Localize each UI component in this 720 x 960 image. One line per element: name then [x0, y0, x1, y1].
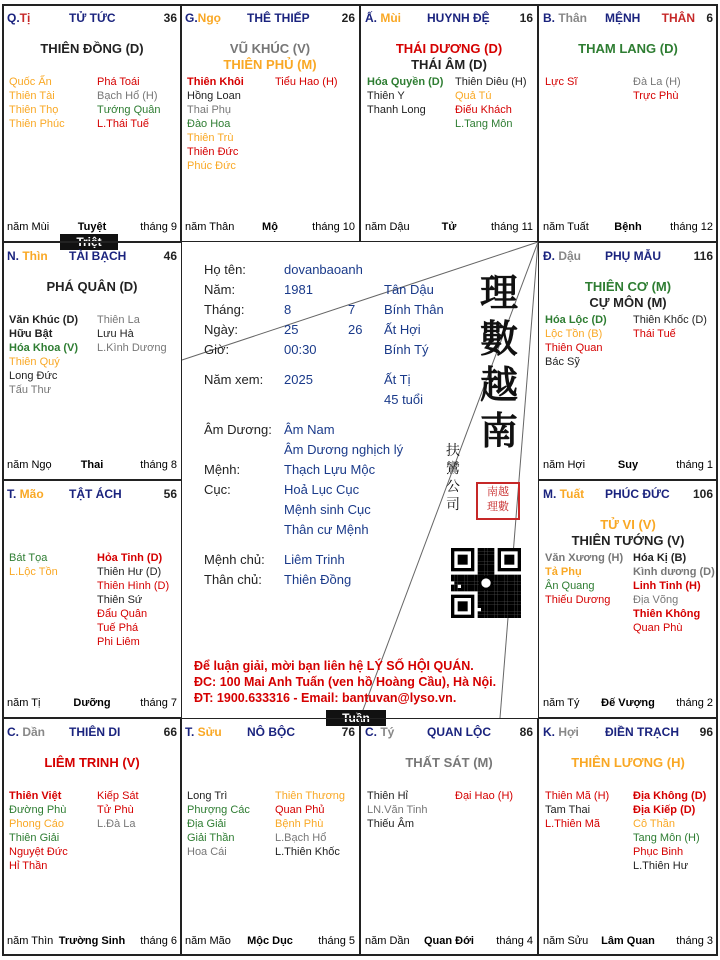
life-stage: Quan Đới: [424, 935, 474, 947]
palace-number: 56: [163, 487, 177, 501]
life-stage: Dưỡng: [73, 697, 111, 709]
name-label: Họ tên:: [204, 262, 246, 277]
palace-name: PHỤ MẪU: [605, 249, 661, 263]
name-value: dovanbaoanh: [284, 262, 363, 277]
main-star: THIÊN LƯƠNG (H): [571, 755, 685, 770]
star-item: Long Đức: [9, 370, 58, 382]
star-item: Nguyệt Đức: [9, 846, 68, 858]
amduong-value: Âm Nam: [284, 422, 335, 437]
left-stars: [9, 313, 78, 397]
palace-tyy[interactable]: [360, 718, 538, 956]
life-stage: Mộ: [262, 221, 278, 233]
palace-name: NÔ BỘC: [247, 725, 295, 739]
palace-branch: M. Tuất: [543, 487, 585, 501]
footer-year: năm Mùi: [7, 221, 50, 233]
star-item: L.Đà La: [97, 818, 136, 830]
main-star: CỰ MÔN (M): [589, 295, 667, 310]
amduong-note: Âm Dương nghịch lý: [284, 442, 404, 457]
main-star: VŨ KHÚC (V): [229, 41, 311, 56]
palace-ngo[interactable]: [180, 4, 360, 242]
palace-number: 16: [519, 11, 533, 25]
footer-month: tháng 7: [140, 697, 177, 709]
right-stars: [455, 75, 527, 131]
cuc-note-2: Thân cư Mệnh: [284, 522, 369, 537]
star-item: Hóa Lộc (D): [545, 314, 607, 326]
star-item: L.Kình Dương: [97, 342, 167, 354]
star-item: Thái Tuế: [633, 328, 676, 340]
star-item: Kình dương (D): [633, 566, 715, 578]
palace-branch: N. Thìn: [7, 249, 48, 263]
footer-year: năm Hợi: [543, 459, 586, 471]
right-stars: [97, 313, 167, 355]
right-stars: [633, 789, 706, 873]
main-star: LIÊM TRINH (V): [44, 755, 140, 770]
right-stars: [97, 551, 169, 649]
star-item: Long Trì: [187, 790, 228, 802]
left-stars: [367, 789, 428, 831]
palace-footer: [185, 221, 355, 235]
star-item: Văn Xương (H): [545, 552, 624, 564]
star-item: Thiếu Âm: [367, 818, 415, 830]
footer-month: tháng 12: [670, 221, 713, 233]
menh-value: Thạch Lựu Mộc: [284, 462, 376, 477]
palace-name: TỬ TỨC: [69, 11, 116, 25]
palace-name: TẬT ÁCH: [69, 487, 122, 501]
menh-label: Mệnh:: [204, 462, 241, 477]
palace-name: PHÚC ĐỨC: [605, 487, 670, 501]
palace-number: 26: [341, 11, 355, 25]
right-stars: [97, 789, 139, 831]
footer-year: năm Tý: [543, 697, 580, 709]
star-item: Lộc Tồn (B): [545, 328, 603, 340]
palace-name: ĐIỀN TRẠCH: [605, 725, 679, 739]
view-year-value: 2025: [284, 372, 313, 387]
star-item: Thiên Giải: [9, 832, 60, 844]
star-item: Phúc Đức: [187, 160, 236, 172]
palace-branch: T. Mão: [7, 487, 44, 501]
footer-year: năm Tuất: [543, 221, 589, 233]
star-item: Cô Thần: [633, 818, 675, 830]
star-item: Thai Phụ: [187, 104, 232, 116]
star-item: Địa Không (D): [633, 790, 707, 802]
palace-name: THIÊN DI: [69, 725, 121, 739]
triet-tag: Triệt: [60, 234, 118, 250]
star-item: Thiên Thọ: [9, 104, 59, 116]
star-item: Lưu Hà: [97, 328, 134, 340]
star-item: Thiên Việt: [9, 790, 62, 802]
year-value: 1981: [284, 282, 313, 297]
star-item: Kiếp Sát: [97, 790, 139, 802]
day-canchi: Ất Hợi: [384, 322, 421, 337]
right-stars: [455, 789, 513, 803]
star-item: L.Thiên Mã: [545, 818, 601, 830]
palace-branch: Q.Tị: [7, 11, 31, 25]
hour-label: Giờ:: [204, 342, 230, 357]
star-item: Phượng Các: [187, 804, 250, 816]
star-item: Phi Liêm: [97, 636, 140, 648]
star-item: Phong Cáo: [9, 818, 65, 830]
hour-canchi: Bính Tý: [384, 342, 429, 357]
star-item: L.Thiên Khốc: [275, 846, 340, 858]
star-item: Quả Tú: [455, 90, 492, 102]
month-canchi: Bính Thân: [384, 302, 444, 317]
life-stage: Mộc Dục: [247, 935, 293, 947]
left-stars: [545, 75, 577, 89]
left-stars: [187, 75, 244, 173]
footer-month: tháng 8: [140, 459, 177, 471]
day-label: Ngày:: [204, 322, 238, 337]
palace-footer: [7, 459, 177, 473]
palace-dau[interactable]: [538, 242, 718, 480]
palace-branch: Ấ. Mùi: [365, 11, 401, 25]
palace-branch: K. Hợi: [543, 725, 579, 739]
palace-thin[interactable]: [2, 242, 182, 480]
star-item: L.Thái Tuế: [97, 118, 149, 130]
star-item: Thiên Thương: [275, 790, 346, 802]
qr-code[interactable]: [451, 548, 521, 618]
main-star: THIÊN TƯỚNG (V): [571, 533, 685, 548]
star-item: L.Lộc Tồn: [9, 566, 58, 578]
life-stage: Suy: [617, 459, 639, 471]
life-stage: Trường Sinh: [58, 935, 126, 947]
footer-year: năm Thân: [185, 221, 235, 233]
palace-footer: [7, 697, 177, 711]
contact-line-3[interactable]: ĐT: 1900.633316 - Email: bantuvan@lyso.vn.: [194, 691, 457, 705]
star-item: Thiên Quan: [545, 342, 603, 354]
palace-footer: [185, 935, 355, 949]
star-item: Bạch Hổ (H): [97, 90, 158, 102]
star-item: Đà La (H): [633, 76, 681, 88]
life-stage: Tuyệt: [77, 221, 107, 233]
star-item: Thiên Khôi: [187, 76, 244, 88]
palace-mao[interactable]: [2, 480, 182, 718]
footer-month: tháng 6: [140, 935, 177, 947]
contact-line-1: Để luận giải, mời bạn liên hệ LÝ SỐ HỘI QUÁN.: [194, 659, 474, 673]
star-item: Thiên Mã (H): [545, 790, 610, 802]
palace-footer: [7, 935, 177, 949]
footer-month: tháng 11: [490, 221, 533, 233]
palace-branch: C. Dần: [7, 725, 46, 739]
right-stars: [633, 551, 715, 635]
footer-year: năm Dậu: [365, 221, 410, 233]
footer-year: năm Sửu: [543, 935, 589, 947]
main-star: TỬ VI (V): [600, 517, 656, 532]
month-lunar: 7: [348, 302, 356, 317]
footer-month: tháng 5: [318, 935, 355, 947]
left-stars: [545, 551, 623, 607]
star-item: Đại Hao (H): [455, 790, 514, 802]
star-item: Hồng Loan: [187, 90, 241, 102]
footer-year: năm Thìn: [7, 935, 54, 947]
palace-name: TÀI BẠCH: [69, 249, 127, 263]
star-item: Quan Phủ: [275, 804, 325, 816]
palace-footer: [543, 935, 713, 949]
main-star: THIÊN CƠ (M): [584, 279, 672, 294]
main-star: PHÁ QUÂN (D): [46, 279, 138, 294]
left-stars: [367, 75, 443, 117]
star-item: Thiên Diêu (H): [455, 76, 527, 88]
main-star: THAM LANG (D): [578, 41, 678, 56]
star-item: L.Bạch Hổ: [275, 832, 327, 844]
star-item: Đẩu Quân: [97, 608, 148, 620]
star-item: Ân Quang: [545, 580, 595, 592]
palace-mui[interactable]: [360, 4, 538, 242]
than-mark: THÂN: [661, 11, 695, 25]
life-stage: Đế Vượng: [601, 697, 655, 709]
star-item: Quan Phù: [633, 622, 683, 634]
life-stage: Bệnh: [614, 221, 642, 233]
palace-branch: B. Thân: [543, 11, 587, 25]
star-item: L.Thiên Hư: [633, 860, 689, 872]
cuc-value: Hoả Lục Cục: [284, 482, 360, 497]
footer-month: tháng 10: [312, 221, 355, 233]
palace-branch: Đ. Dậu: [543, 249, 582, 263]
star-item: Bác Sỹ: [545, 356, 580, 368]
palace-than[interactable]: [538, 4, 718, 242]
palace-footer: [543, 459, 713, 473]
footer-month: tháng 3: [676, 935, 713, 947]
palace-ty[interactable]: [2, 4, 182, 242]
calligraphy-logo: 理 數 越 南: [479, 270, 518, 453]
star-item: Thiên Sứ: [97, 594, 143, 606]
star-item: Trực Phù: [633, 90, 679, 102]
star-item: L.Tang Môn: [455, 118, 513, 130]
palace-name: MỆNH: [605, 11, 641, 25]
star-item: Thiên Đức: [187, 146, 239, 158]
month-value: 8: [284, 302, 292, 317]
cuc-label: Cục:: [204, 482, 231, 497]
star-item: LN.Văn Tinh: [367, 804, 428, 816]
star-item: Điếu Khách: [455, 104, 512, 116]
star-item: Tấu Thư: [9, 384, 52, 396]
life-stage: Thai: [80, 459, 104, 471]
star-item: Thiên Y: [367, 90, 405, 102]
life-stage: Tử: [441, 221, 457, 233]
palace-suu[interactable]: [180, 718, 360, 956]
right-stars: [275, 789, 345, 859]
star-item: Tam Thai: [545, 804, 591, 816]
star-item: Quốc Ấn: [9, 76, 52, 88]
star-item: Tuế Phá: [97, 622, 139, 634]
star-item: Phá Toái: [97, 76, 140, 88]
calligraphy-side-text: 扶 鸞 公 司: [446, 443, 460, 513]
palace-branch: C. Tý: [365, 725, 395, 739]
star-item: Thiếu Dương: [545, 594, 611, 606]
star-item: Hữu Bật: [9, 328, 53, 340]
footer-month: tháng 2: [676, 697, 713, 709]
palace-hoi[interactable]: [538, 718, 718, 956]
right-stars: [633, 75, 681, 103]
star-item: Thiên Tài: [9, 90, 55, 102]
palace-number: 86: [519, 725, 533, 739]
palace-dan[interactable]: [2, 718, 182, 956]
star-item: Thiên Hư (D): [97, 566, 162, 578]
life-stage: Lâm Quan: [601, 935, 655, 947]
main-star: THIÊN PHỦ (M): [223, 57, 317, 72]
hour-value: 00:30: [284, 342, 317, 357]
star-item: Thiên Không: [633, 608, 701, 620]
star-item: Địa Giải: [187, 818, 227, 830]
palace-footer: [543, 221, 713, 235]
star-item: Địa Kiếp (D): [633, 804, 696, 816]
view-year-canchi: Ất Tị: [384, 372, 411, 387]
right-stars: [633, 313, 707, 341]
view-year-label: Năm xem:: [204, 372, 264, 387]
star-item: Tiểu Hao (H): [275, 76, 338, 88]
left-stars: [9, 551, 58, 579]
palace-number: 66: [163, 725, 177, 739]
star-item: Tả Phụ: [545, 566, 582, 578]
star-item: Đào Hoa: [187, 118, 231, 130]
star-item: Hóa Kị (B): [633, 552, 687, 564]
star-item: Hỏa Tinh (D): [97, 552, 163, 564]
year-canchi: Tân Dậu: [384, 282, 434, 297]
palace-footer: [543, 697, 713, 711]
day-lunar: 26: [348, 322, 363, 337]
star-item: Linh Tinh (H): [633, 580, 701, 592]
star-item: Bát Tọa: [9, 552, 48, 564]
main-star: THÁI DƯƠNG (D): [395, 41, 503, 56]
palace-name: THÊ THIẾP: [247, 11, 310, 25]
left-stars: [187, 789, 250, 859]
star-item: Đường Phù: [9, 804, 67, 816]
palace-name: QUAN LỘC: [427, 725, 491, 739]
year-label: Năm:: [204, 282, 236, 297]
star-item: Văn Khúc (D): [9, 314, 79, 326]
star-item: Lực Sĩ: [545, 76, 578, 88]
thanchu-value: Thiên Đồng: [284, 572, 352, 587]
cuc-note-1: Mệnh sinh Cục: [284, 502, 371, 517]
footer-month: tháng 4: [496, 935, 533, 947]
footer-month: tháng 9: [140, 221, 177, 233]
footer-year: năm Tị: [7, 697, 41, 709]
menhchu-label: Mệnh chủ:: [204, 552, 265, 567]
footer-year: năm Mão: [185, 935, 231, 947]
right-stars: [97, 75, 161, 131]
palace-number: 76: [341, 725, 355, 739]
star-item: Thiên Khốc (D): [633, 314, 707, 326]
main-star: THÁI ÂM (D): [411, 57, 487, 72]
star-item: Hóa Quyền (D): [367, 76, 444, 88]
star-item: Thiên Hình (D): [97, 580, 170, 592]
star-item: Thiên Hỉ: [367, 790, 408, 802]
star-item: Bệnh Phù: [275, 818, 324, 830]
star-item: Hóa Khoa (V): [9, 342, 79, 354]
star-item: Tử Phù: [97, 804, 134, 816]
star-item: Tướng Quân: [97, 104, 161, 116]
palace-tuat[interactable]: [538, 480, 718, 718]
star-item: Giải Thần: [187, 832, 235, 844]
amduong-label: Âm Dương:: [204, 422, 272, 437]
palace-number: 106: [692, 487, 713, 501]
main-star: THIÊN ĐỒNG (D): [40, 41, 144, 56]
right-stars: [275, 75, 338, 89]
left-stars: [545, 789, 609, 831]
month-label: Tháng:: [204, 302, 245, 317]
star-item: Hỉ Thần: [9, 860, 48, 872]
palace-footer: [365, 221, 533, 235]
star-item: Thiên Quý: [9, 356, 60, 368]
age-value: 45 tuổi: [384, 392, 424, 407]
footer-year: năm Dần: [365, 935, 410, 947]
footer-month: tháng 1: [676, 459, 713, 471]
palace-branch: T. Sửu: [185, 725, 222, 739]
palace-number: 36: [163, 11, 177, 25]
day-value: 25: [284, 322, 299, 337]
palace-footer: [7, 221, 177, 235]
star-item: Thanh Long: [367, 104, 426, 116]
left-stars: [545, 313, 607, 369]
left-stars: [9, 789, 68, 873]
star-item: Thiên La: [97, 314, 140, 326]
left-stars: [9, 75, 65, 131]
main-star: THẤT SÁT (M): [405, 755, 493, 770]
star-item: Thiên Trù: [187, 132, 234, 144]
tuan-tag: Tuần: [326, 710, 386, 726]
footer-year: năm Ngọ: [7, 459, 52, 471]
menhchu-value: Liêm Trinh: [284, 552, 345, 567]
palace-name: HUYNH ĐỆ: [427, 11, 490, 25]
red-seal-stamp: 南越 理數: [476, 482, 520, 520]
contact-line-2: ĐC: 100 Mai Anh Tuấn (ven hồ Hoàng Cầu), Hà Nội.: [194, 675, 497, 689]
palace-footer: [365, 935, 533, 949]
thanchu-label: Thân chủ:: [204, 572, 262, 587]
star-item: Địa Võng: [633, 594, 679, 606]
star-item: Tang Môn (H): [633, 832, 700, 844]
star-item: Hoa Cái: [187, 846, 227, 858]
palace-number: 6: [706, 11, 713, 25]
star-item: Phục Binh: [633, 846, 684, 858]
star-item: Thiên Phúc: [9, 118, 65, 130]
palace-number: 96: [699, 725, 713, 739]
palace-branch: G.Ngọ: [185, 11, 221, 25]
palace-number: 46: [163, 249, 177, 263]
palace-number: 116: [693, 249, 713, 263]
